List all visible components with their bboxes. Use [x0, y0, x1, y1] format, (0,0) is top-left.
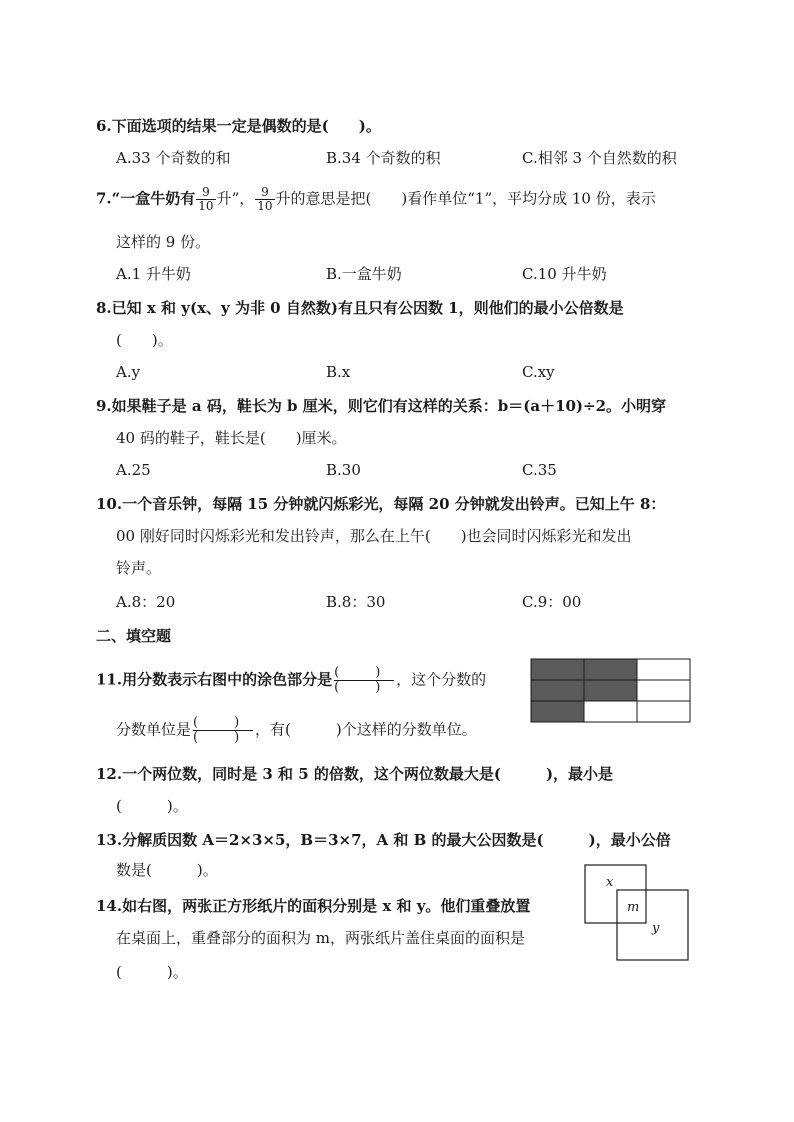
- q7-option-a: A.1 升牛奶: [116, 265, 191, 283]
- q13-stem: 13.分解质因数 A＝2×3×5，B＝3×7，A 和 B 的最大公因数是( )，最小公倍: [96, 831, 671, 849]
- q10-option-a: A.8：20: [116, 593, 176, 611]
- q7-stem-pre: 7.“一盒牛奶有: [96, 189, 196, 208]
- q7-option-c: C.10 升牛奶: [522, 265, 607, 283]
- q7-fraction-1: [196, 186, 215, 213]
- q11-blank-fraction-1[interactable]: [334, 666, 394, 695]
- q11-stem-pre: 11.用分数表示右图中的涂色部分是: [96, 670, 333, 689]
- q8-option-a: A.y: [116, 363, 141, 381]
- q7-stem: [96, 186, 656, 213]
- q9-option-c: C.35: [522, 461, 557, 479]
- shaded-cell: [531, 680, 584, 701]
- q11-stem-line2: [116, 716, 477, 745]
- q7-fraction-2-denominator: 10: [257, 199, 273, 213]
- q14-overlap-figure: [584, 864, 692, 964]
- q7-fraction-2: [255, 186, 274, 213]
- q7-fraction-1-numerator: 9: [196, 186, 215, 200]
- q11-stem-post: ，这个分数的: [396, 670, 487, 689]
- q6-option-c: C.相邻 3 个自然数的积: [522, 149, 677, 167]
- q10-stem-line3: 铃声。: [116, 559, 162, 577]
- q7-fraction-2-numerator: 9: [255, 186, 274, 200]
- shaded-cell: [531, 701, 584, 722]
- q12-stem: 12.一个两位数，同时是 3 和 5 的倍数，这个两位数最大是( )，最小是: [96, 765, 614, 783]
- q10-stem-line2: 00 刚好同时闪烁彩光和发出铃声，那么在上午( )也会同时闪烁彩光和发出: [116, 527, 632, 545]
- q7-fraction-1-denominator: 10: [198, 199, 214, 213]
- q10-stem: 10.一个音乐钟，每隔 15 分钟就闪烁彩光，每隔 20 分钟就发出铃声。已知上午 8：: [96, 495, 666, 513]
- q11-blank-1-numerator: ( ): [334, 666, 394, 681]
- q11-line2-post: ，有( )个这样的分数单位。: [255, 720, 477, 739]
- q11-blank-2-numerator: ( ): [193, 716, 253, 731]
- label-y: y: [652, 921, 660, 936]
- q8-stem: 8.已知 x 和 y(x、y 为非 0 自然数)有且只有公因数 1，则他们的最小公倍数是: [96, 299, 624, 317]
- q11-blank-2-denominator: ( ): [193, 730, 240, 745]
- section-heading-fill-in: 二、填空题: [96, 627, 172, 645]
- q7-option-b: B.一盒牛奶: [326, 265, 402, 283]
- q6-option-b: B.34 个奇数的积: [326, 149, 441, 167]
- q11-blank-fraction-2[interactable]: [193, 716, 253, 745]
- q10-option-b: B.8：30: [326, 593, 386, 611]
- q9-option-a: A.25: [116, 461, 151, 479]
- label-x: x: [606, 875, 614, 890]
- q11-blank-1-denominator: ( ): [334, 680, 381, 695]
- q14-stem-line2: 在桌面上，重叠部分的面积为 m，两张纸片盖住桌面的面积是: [116, 929, 525, 947]
- q6-stem: 6.下面选项的结果一定是偶数的是( )。: [96, 117, 381, 135]
- q7-stem-post: 升的意思是把( )看作单位“1”，平均分成 10 份，表示: [275, 189, 656, 208]
- q7-stem-line2: 这样的 9 份。: [116, 233, 211, 251]
- q14-stem: 14.如右图，两张正方形纸片的面积分别是 x 和 y。他们重叠放置: [96, 897, 531, 915]
- q9-stem-line2: 40 码的鞋子，鞋长是( )厘米。: [116, 429, 347, 447]
- shaded-cell: [531, 659, 584, 680]
- q11-grid-figure: [530, 658, 692, 724]
- shaded-cell: [584, 680, 637, 701]
- q11-stem: [96, 666, 486, 695]
- q8-option-b: B.x: [326, 363, 351, 381]
- q14-stem-line3: ( )。: [116, 963, 188, 981]
- q7-stem-mid: 升”，: [216, 189, 255, 208]
- q13-stem-line2: 数是( )。: [116, 861, 218, 879]
- q8-option-c: C.xy: [522, 363, 555, 381]
- q9-option-b: B.30: [326, 461, 361, 479]
- q6-option-a: A.33 个奇数的和: [116, 149, 231, 167]
- q12-stem-line2: ( )。: [116, 797, 188, 815]
- q8-stem-line2: ( )。: [116, 331, 173, 349]
- q11-line2-pre: 分数单位是: [116, 720, 192, 739]
- q10-option-c: C.9：00: [522, 593, 582, 611]
- label-m: m: [627, 900, 640, 915]
- shaded-cell: [584, 659, 637, 680]
- q9-stem: 9.如果鞋子是 a 码，鞋长为 b 厘米，则它们有这样的关系：b＝(a＋10)÷2。小明穿: [96, 397, 667, 415]
